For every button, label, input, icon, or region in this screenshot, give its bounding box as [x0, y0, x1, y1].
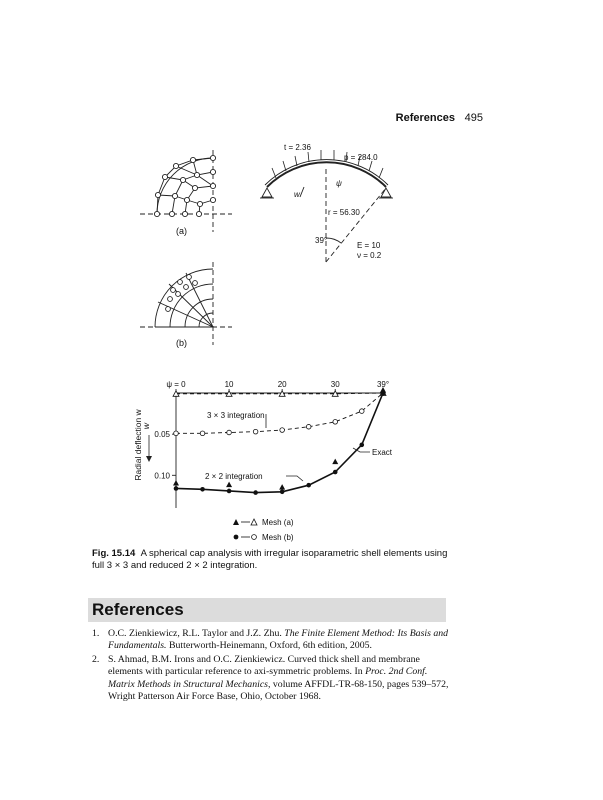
- data-point-filled-circle: [200, 487, 205, 492]
- reference-title: The Finite Element Method: Its Basis and Fundamentals.: [108, 628, 449, 652]
- cap-psi-label: ψ: [336, 179, 342, 188]
- data-point-open-circle: [227, 430, 232, 435]
- running-header-title: References: [395, 112, 455, 124]
- data-point-open-circle: [306, 424, 311, 429]
- reference-item: [92, 654, 454, 704]
- data-point-open-circle: [359, 409, 364, 414]
- cap-w-label: w: [294, 190, 300, 199]
- cap-angle-label: 39°: [315, 236, 328, 245]
- cap-thickness-label: t = 2.36: [284, 143, 311, 152]
- reference-item: [92, 628, 454, 653]
- reference-authors: O.C. Zienkiewicz, R.L. Taylor and J.Z. Zhu.: [108, 628, 282, 639]
- data-point-filled-circle: [253, 490, 258, 495]
- references-heading: References: [92, 600, 184, 619]
- chart-text: [133, 380, 389, 481]
- reference-title: Curved thick shell and membrane elements with particular reference to axi-symmetric problems. In: [108, 653, 420, 678]
- data-point-open-circle: [200, 431, 205, 436]
- page-number: 495: [464, 112, 483, 124]
- reference-venue: Proc. 2nd Conf. Matrix Methods in Structural Mechanics,: [108, 666, 428, 690]
- y-axis-w-symbol: w: [141, 422, 151, 430]
- annotation-exact: Exact: [372, 448, 393, 457]
- data-point-filled-circle: [333, 470, 338, 475]
- data-point-open-circle: [253, 429, 258, 434]
- data-point-filled-triangle: [332, 459, 338, 465]
- x-tick-label: ψ = 0: [166, 380, 186, 389]
- reference-authors: S. Ahmad, B.M. Irons and O.C. Zienkiewicz.: [108, 653, 286, 665]
- data-point-filled-circle: [280, 489, 285, 494]
- legend-open-triangle: [251, 519, 257, 525]
- caption-label: Fig. 15.14: [92, 548, 136, 559]
- cap-pressure-label: p = 284.0: [344, 153, 378, 162]
- figure-caption: [92, 548, 452, 572]
- x-tick-label: 20: [277, 380, 287, 389]
- annotation-leaders: [266, 414, 370, 481]
- reference-list: [92, 628, 454, 704]
- mesh-legend: [233, 518, 294, 542]
- x-tick-label: 39°: [376, 380, 390, 389]
- annotation-3x3: 3 × 3 integration: [207, 411, 265, 420]
- data-point-filled-circle: [359, 443, 364, 448]
- legend-mesh-a: Mesh (a): [262, 518, 294, 527]
- y-axis-label: Radial deflection w: [133, 409, 143, 481]
- reference-publisher: Butterworth-Heinemann, Oxford, 6th edition, 2005.: [168, 640, 372, 652]
- reference-number: 2.: [92, 653, 100, 665]
- data-point-open-circle: [174, 431, 179, 436]
- annotation-2x2: 2 × 2 integration: [205, 472, 263, 481]
- data-point-filled-circle: [174, 486, 179, 491]
- data-point-filled-circle: [381, 391, 386, 396]
- caption-text: A spherical cap analysis with irregular isoparametric shell elements using full 3 × 3 and reduced 2 × 2 integration.: [92, 548, 448, 571]
- legend-filled-circle: [234, 535, 239, 540]
- data-point-filled-triangle: [226, 482, 232, 488]
- data-point-filled-triangle: [173, 480, 179, 486]
- y-tick-label: 0.10: [154, 471, 170, 481]
- cap-radius-label: r = 56.30: [328, 208, 360, 217]
- x-tick-label: 10: [224, 380, 234, 389]
- y-tick-label: 0.05: [154, 430, 170, 440]
- data-point-filled-circle: [227, 489, 232, 494]
- y-axis-arrow-head: [146, 456, 152, 462]
- legend-mesh-b: Mesh (b): [262, 533, 294, 542]
- cap-poisson-label: ν = 0.2: [357, 251, 382, 260]
- reference-number: 1.: [92, 628, 100, 639]
- panel-label-b: (b): [176, 338, 187, 348]
- data-point-filled-circle: [306, 483, 311, 488]
- x-tick-label: 30: [330, 380, 340, 389]
- panel-label-a: (a): [176, 226, 187, 236]
- data-point-filled-triangle: [279, 484, 285, 490]
- reference-details: volume AFFDL-TR-68-150, pages 539–572, Wright Patterson Air Force Base, Ohio, October 1968.: [108, 678, 449, 703]
- data-point-open-circle: [333, 420, 338, 425]
- legend-filled-triangle: [233, 519, 239, 525]
- legend-open-circle: [252, 535, 257, 540]
- cap-modulus-label: E = 10: [357, 241, 381, 250]
- data-point-open-circle: [280, 428, 285, 433]
